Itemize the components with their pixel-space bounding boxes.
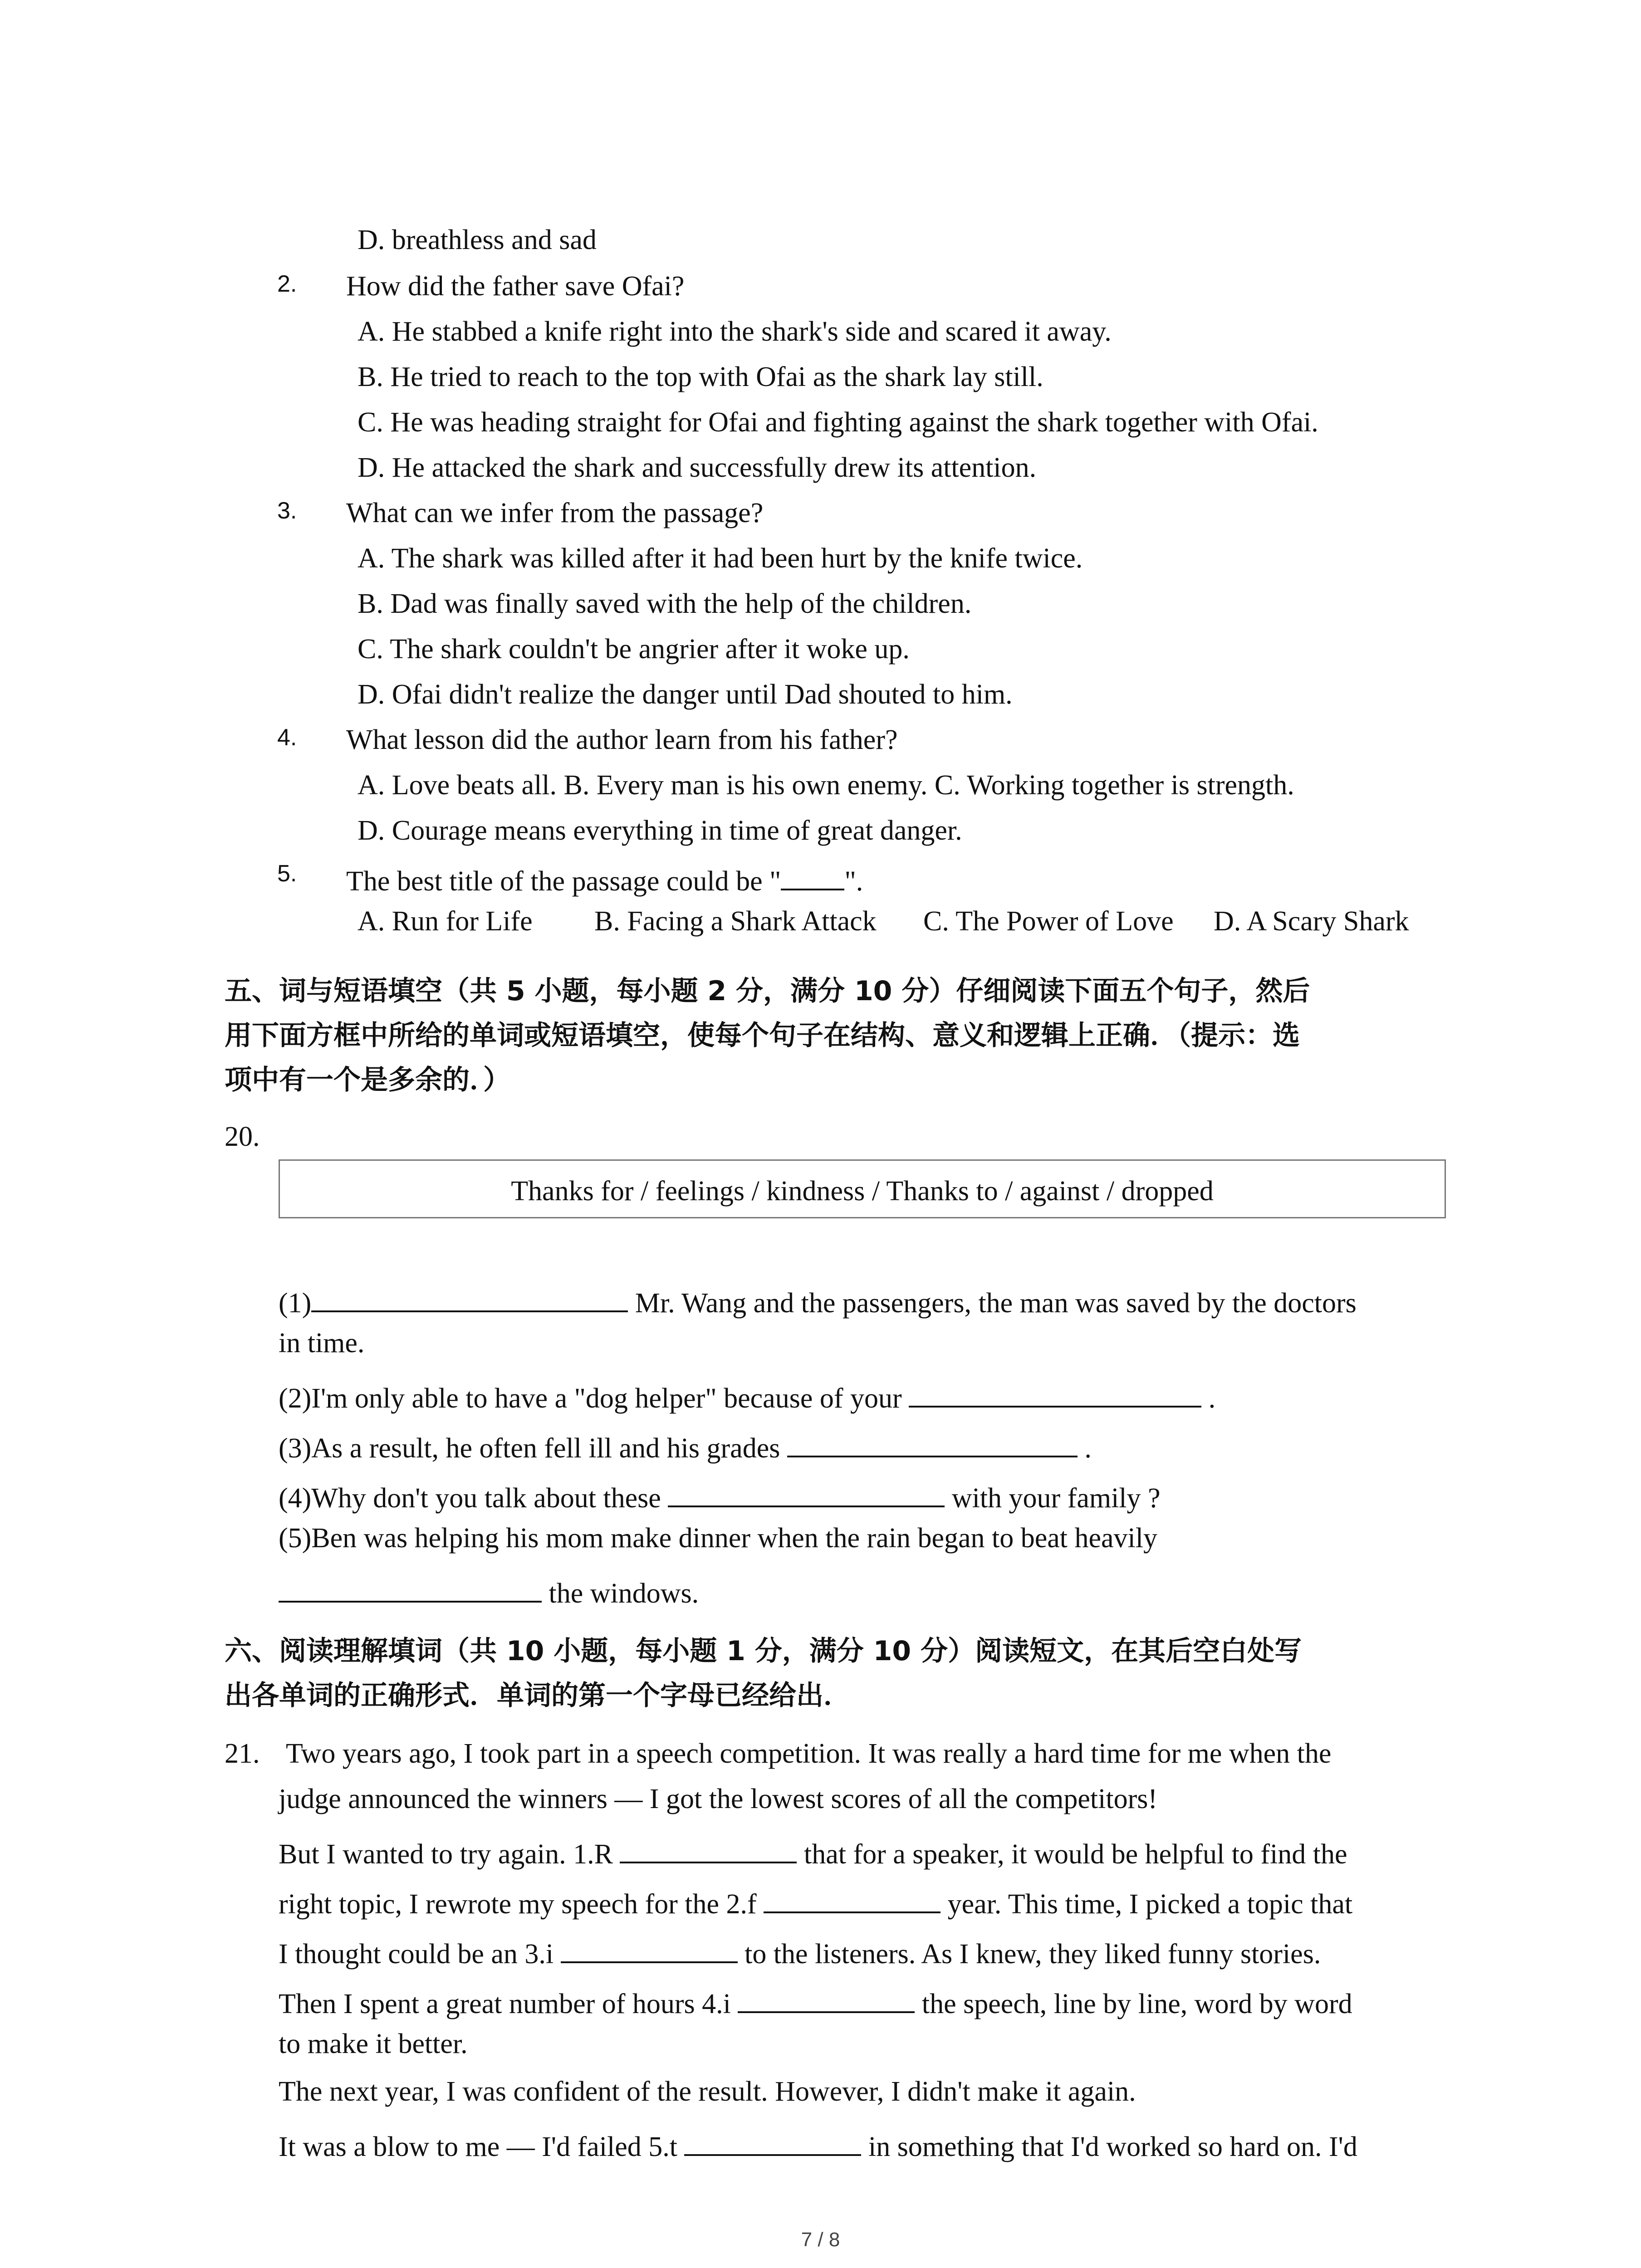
page-number: 7 / 8: [801, 2229, 840, 2251]
q20-number: 20.: [225, 1121, 260, 1152]
passage-line-1: Two years ago, I took part in a speech competition. It was really a hard time for me when the: [286, 1738, 1332, 1769]
section5-heading-line2: 用下面方框中所给的单词或短语填空，使每个句子在结构、意义和逻辑上正确．（提示：选: [225, 1020, 1300, 1051]
q5-option-a: A. Run for Life: [358, 906, 533, 937]
s4-blank[interactable]: [668, 1479, 945, 1507]
s1-prefix: (1): [279, 1287, 312, 1319]
q1-option-d: D. breathless and sad: [358, 225, 597, 255]
q2-option-b: B. He tried to reach to the top with Ofai as the shark lay still.: [358, 362, 1043, 392]
passage-line-7: to make it better.: [279, 2028, 468, 2059]
passage-line-4: [279, 1885, 1352, 1918]
q4-number: 4.: [277, 724, 297, 751]
s2-end: .: [1201, 1383, 1216, 1414]
q3-number: 3.: [277, 498, 297, 524]
q2-option-c: C. He was heading straight for Ofai and fighting against the shark together with Ofai.: [358, 407, 1318, 438]
s1-line: [279, 1284, 1357, 1317]
section5-heading-line1: 五、词与短语填空（共 5 小题，每小题 2 分，满分 10 分）仔细阅读下面五个句子，然后: [225, 975, 1310, 1007]
q2-option-a: A. He stabbed a knife right into the shark's side and scared it away.: [358, 316, 1112, 347]
passage-line-9a: It was a blow to me — I'd failed 5.t: [279, 2131, 677, 2162]
q5-stem-start: The best title of the passage could be ": [346, 865, 781, 897]
q2-number: 2.: [277, 271, 297, 297]
passage-line-9b: in something that I'd worked so hard on. I'd: [861, 2131, 1357, 2162]
q3-option-b: B. Dad was finally saved with the help of the children.: [358, 588, 972, 619]
s3-line: [279, 1429, 1092, 1462]
passage-line-4a: right topic, I rewrote my speech for the 2.f: [279, 1888, 757, 1920]
s5-end: the windows.: [542, 1578, 699, 1609]
s5-line1: (5)Ben was helping his mom make dinner when the rain began to beat heavily: [279, 1523, 1157, 1554]
q5-option-c: C. The Power of Love: [923, 906, 1174, 937]
blank-4[interactable]: [738, 1984, 915, 2013]
s3-blank[interactable]: [787, 1429, 1078, 1457]
section5-heading-line3: 项中有一个是多余的．）: [225, 1064, 510, 1096]
passage-line-3a: But I wanted to try again. 1.R: [279, 1838, 613, 1870]
q2-option-d: D. He attacked the shark and successfully drew its attention.: [358, 452, 1037, 483]
q5-number: 5.: [277, 860, 297, 887]
q3-option-a: A. The shark was killed after it had been hurt by the knife twice.: [358, 543, 1083, 574]
s3-end: .: [1077, 1432, 1092, 1464]
q2-stem: How did the father save Ofai?: [346, 271, 685, 302]
section6-heading-line1: 六、阅读理解填词（共 10 小题，每小题 1 分，满分 10 分）阅读短文，在其后空白处写: [225, 1635, 1302, 1667]
s5-line2: [279, 1574, 699, 1608]
s1-blank[interactable]: [311, 1284, 628, 1312]
s5-blank[interactable]: [279, 1574, 542, 1603]
passage-line-3b: that for a speaker, it would be helpful to find the: [797, 1838, 1347, 1870]
passage-line-5: [279, 1935, 1321, 1968]
s1-continuation: in time.: [279, 1328, 365, 1359]
passage-line-2: judge announced the winners — I got the lowest scores of all the competitors!: [279, 1784, 1157, 1814]
s4-line: [279, 1479, 1161, 1512]
s3-prefix: (3)As a result, he often fell ill and his grades: [279, 1432, 780, 1464]
passage-line-6a: Then I spent a great number of hours 4.i: [279, 1988, 731, 2019]
q3-option-d: D. Ofai didn't realize the danger until Dad shouted to him.: [358, 679, 1013, 710]
section6-heading-line2: 出各单词的正确形式．单词的第一个字母已经给出．: [225, 1680, 851, 1711]
q5-option-d: D. A Scary Shark: [1214, 906, 1409, 937]
q4-stem: What lesson did the author learn from his father?: [346, 724, 898, 755]
s1-rest: Mr. Wang and the passengers, the man was saved by the doctors: [628, 1287, 1357, 1319]
q3-stem: What can we infer from the passage?: [346, 498, 764, 528]
q5-option-b: B. Facing a Shark Attack: [594, 906, 877, 937]
s4-end: with your family ?: [945, 1482, 1161, 1514]
q4-options-line1: A. Love beats all. B. Every man is his own enemy. C. Working together is strength.: [358, 770, 1294, 801]
s4-prefix: (4)Why don't you talk about these: [279, 1482, 661, 1514]
blank-2[interactable]: [764, 1885, 941, 1913]
passage-line-5b: to the listeners. As I knew, they liked funny stories.: [737, 1938, 1321, 1970]
s2-line: [279, 1379, 1215, 1413]
q5-stem-end: ".: [844, 865, 863, 897]
passage-line-8: The next year, I was confident of the result. However, I didn't make it again.: [279, 2076, 1136, 2107]
word-bank-box: [279, 1159, 1446, 1218]
passage-line-4b: year. This time, I picked a topic that: [941, 1888, 1353, 1920]
passage-line-3: [279, 1835, 1347, 1868]
passage-line-5a: I thought could be an 3.i: [279, 1938, 554, 1970]
q21-number: 21.: [225, 1738, 260, 1769]
passage-line-6: [279, 1984, 1352, 2018]
blank-1[interactable]: [620, 1835, 797, 1863]
q5-blank: [781, 862, 844, 890]
passage-line-9: [279, 2127, 1357, 2161]
s2-blank[interactable]: [909, 1379, 1201, 1408]
word-bank-text: Thanks for / feelings / kindness / Thanks to / against / dropped: [511, 1176, 1214, 1207]
q4-options-line2: D. Courage means everything in time of great danger.: [358, 815, 962, 846]
s2-prefix: (2)I'm only able to have a "dog helper" because of your: [279, 1383, 902, 1414]
passage-line-6b: the speech, line by line, word by word: [915, 1988, 1352, 2019]
blank-3[interactable]: [561, 1935, 738, 1963]
q5-stem: [346, 862, 863, 895]
blank-5[interactable]: [684, 2127, 861, 2156]
q3-option-c: C. The shark couldn't be angrier after it woke up.: [358, 634, 910, 665]
